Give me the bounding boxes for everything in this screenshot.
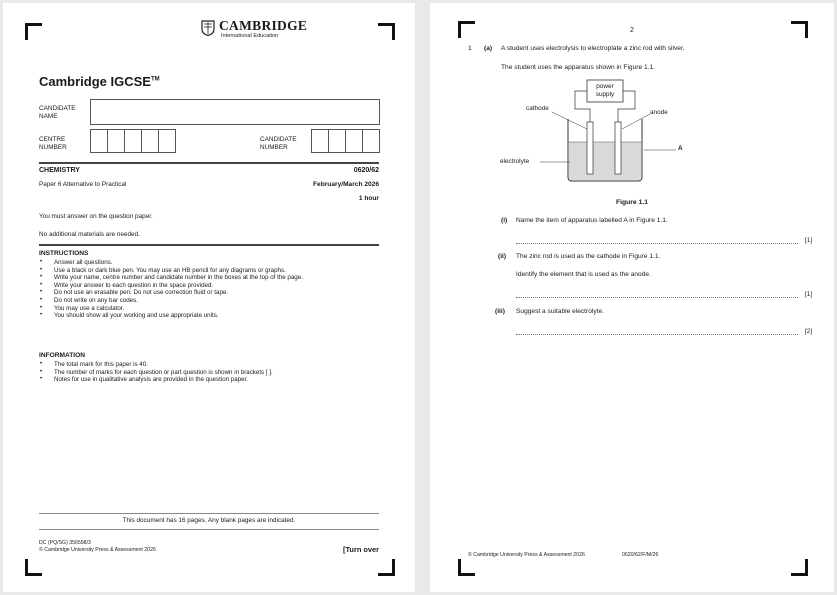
turn-over: [Turn over bbox=[343, 545, 379, 554]
page-one bbox=[3, 3, 415, 592]
question-number: 1 bbox=[468, 45, 472, 52]
power-supply-label: power supply bbox=[595, 83, 615, 98]
page-number: 2 bbox=[630, 27, 634, 34]
candidate-number-label: CANDIDATE NUMBER bbox=[260, 136, 297, 151]
paper-code: 0620/62 bbox=[353, 167, 379, 174]
crop-mark-bottom-right bbox=[378, 559, 395, 576]
anode-label: anode bbox=[650, 109, 668, 116]
exam-title-text: Cambridge IGCSE bbox=[39, 74, 151, 89]
question-apparatus: The student uses the apparatus shown in Figure 1.1. bbox=[501, 64, 655, 71]
paper-title: Paper 6 Alternative to Practical bbox=[39, 181, 127, 188]
document-code: 0620/62/F/M/26 bbox=[622, 552, 659, 558]
answer-line[interactable] bbox=[516, 334, 798, 335]
list-item: • You should show all your working and use appropriate units. bbox=[39, 312, 379, 320]
subject: CHEMISTRY bbox=[39, 167, 80, 174]
cathode-leader bbox=[552, 112, 587, 129]
information-heading: INFORMATION bbox=[39, 352, 86, 359]
page-count-note: This document has 16 pages. Any blank pages are indicated. bbox=[122, 517, 296, 524]
candidate-name-field[interactable] bbox=[90, 99, 380, 125]
list-item: • Answer all questions. bbox=[39, 259, 379, 267]
label-a: A bbox=[678, 145, 683, 152]
divider bbox=[39, 529, 379, 530]
subquestion-text: The zinc rod is used as the cathode in Figure 1.1. bbox=[516, 253, 661, 260]
list-item: • Notes for use in qualitative analysis are provided in the question paper. bbox=[39, 376, 379, 384]
mark-allocation: [1] bbox=[805, 291, 813, 298]
crop-mark-top-left bbox=[25, 23, 42, 40]
candidate-number-field[interactable] bbox=[311, 129, 380, 153]
figure-caption: Figure 1.1 bbox=[615, 199, 649, 206]
instructions-heading: INSTRUCTIONS bbox=[39, 250, 89, 257]
centre-number-field[interactable] bbox=[90, 129, 176, 153]
exam-session: February/March 2026 bbox=[313, 181, 379, 188]
information-list bbox=[39, 361, 379, 384]
copyright: © Cambridge University Press & Assessment 2026 bbox=[468, 552, 585, 558]
logo-subtitle: International Education bbox=[221, 33, 279, 39]
candidate-name-label: CANDIDATE NAME bbox=[39, 105, 76, 120]
crop-mark-bottom-right bbox=[791, 559, 808, 576]
copyright: © Cambridge University Press & Assessment 2026 bbox=[39, 547, 156, 553]
question-intro: A student uses electrolysis to electroplate a zinc rod with silver. bbox=[501, 45, 685, 52]
divider bbox=[39, 513, 379, 514]
subquestion-number: (ii) bbox=[498, 253, 507, 260]
list-item: • The number of marks for each question or part question is shown in brackets [ ]. bbox=[39, 369, 379, 377]
subquestion-text: Name the item of apparatus labelled A in Figure 1.1. bbox=[516, 217, 668, 224]
subquestion-number: (iii) bbox=[495, 308, 505, 315]
question-part: (a) bbox=[484, 45, 493, 52]
subquestion-text: Identify the element that is used as the anode. bbox=[516, 271, 651, 278]
subquestion-text: Suggest a suitable electrolyte. bbox=[516, 308, 604, 315]
divider bbox=[39, 244, 379, 246]
trademark: TM bbox=[150, 76, 160, 83]
mark-allocation: [2] bbox=[805, 328, 813, 335]
answer-line[interactable] bbox=[516, 243, 798, 244]
centre-number-label: CENTRE NUMBER bbox=[39, 136, 67, 151]
list-item: • Write your name, centre number and candidate number in the boxes at the top of the page. bbox=[39, 274, 379, 282]
crop-mark-bottom-left bbox=[458, 559, 475, 576]
list-item: • Write your answer to each question in the space provided. bbox=[39, 282, 379, 290]
duration: 1 hour bbox=[358, 195, 379, 202]
anode-rod bbox=[615, 122, 621, 174]
answer-note: You must answer on the question paper. bbox=[39, 213, 153, 220]
divider bbox=[39, 162, 379, 164]
list-item: • You may use a calculator. bbox=[39, 305, 379, 313]
cathode-label: cathode bbox=[526, 105, 549, 112]
cathode-rod bbox=[587, 122, 593, 174]
crop-mark-bottom-left bbox=[25, 559, 42, 576]
list-item: • The total mark for this paper is 40. bbox=[39, 361, 379, 369]
exam-title bbox=[39, 74, 160, 89]
crop-mark-top-right bbox=[378, 23, 395, 40]
logo-wordmark: CAMBRIDGE bbox=[219, 18, 308, 33]
page-two bbox=[430, 3, 834, 592]
electrolyte-label: electrolyte bbox=[500, 158, 530, 165]
anode-leader bbox=[622, 114, 650, 129]
electrolyte-fill bbox=[569, 142, 641, 180]
subquestion-number: (i) bbox=[501, 217, 508, 224]
document-code: DC (PQ/SG) 356598/3 bbox=[39, 540, 91, 546]
list-item: • Use a black or dark blue pen. You may use an HB pencil for any diagrams or graphs. bbox=[39, 267, 379, 275]
instructions-list bbox=[39, 259, 379, 320]
answer-line[interactable] bbox=[516, 297, 798, 298]
materials-note: No additional materials are needed. bbox=[39, 231, 140, 238]
shield-icon bbox=[201, 20, 215, 36]
list-item: • Do not write on any bar codes. bbox=[39, 297, 379, 305]
mark-allocation: [1] bbox=[805, 237, 813, 244]
list-item: • Do not use an erasable pen. Do not use correction fluid or tape. bbox=[39, 289, 379, 297]
